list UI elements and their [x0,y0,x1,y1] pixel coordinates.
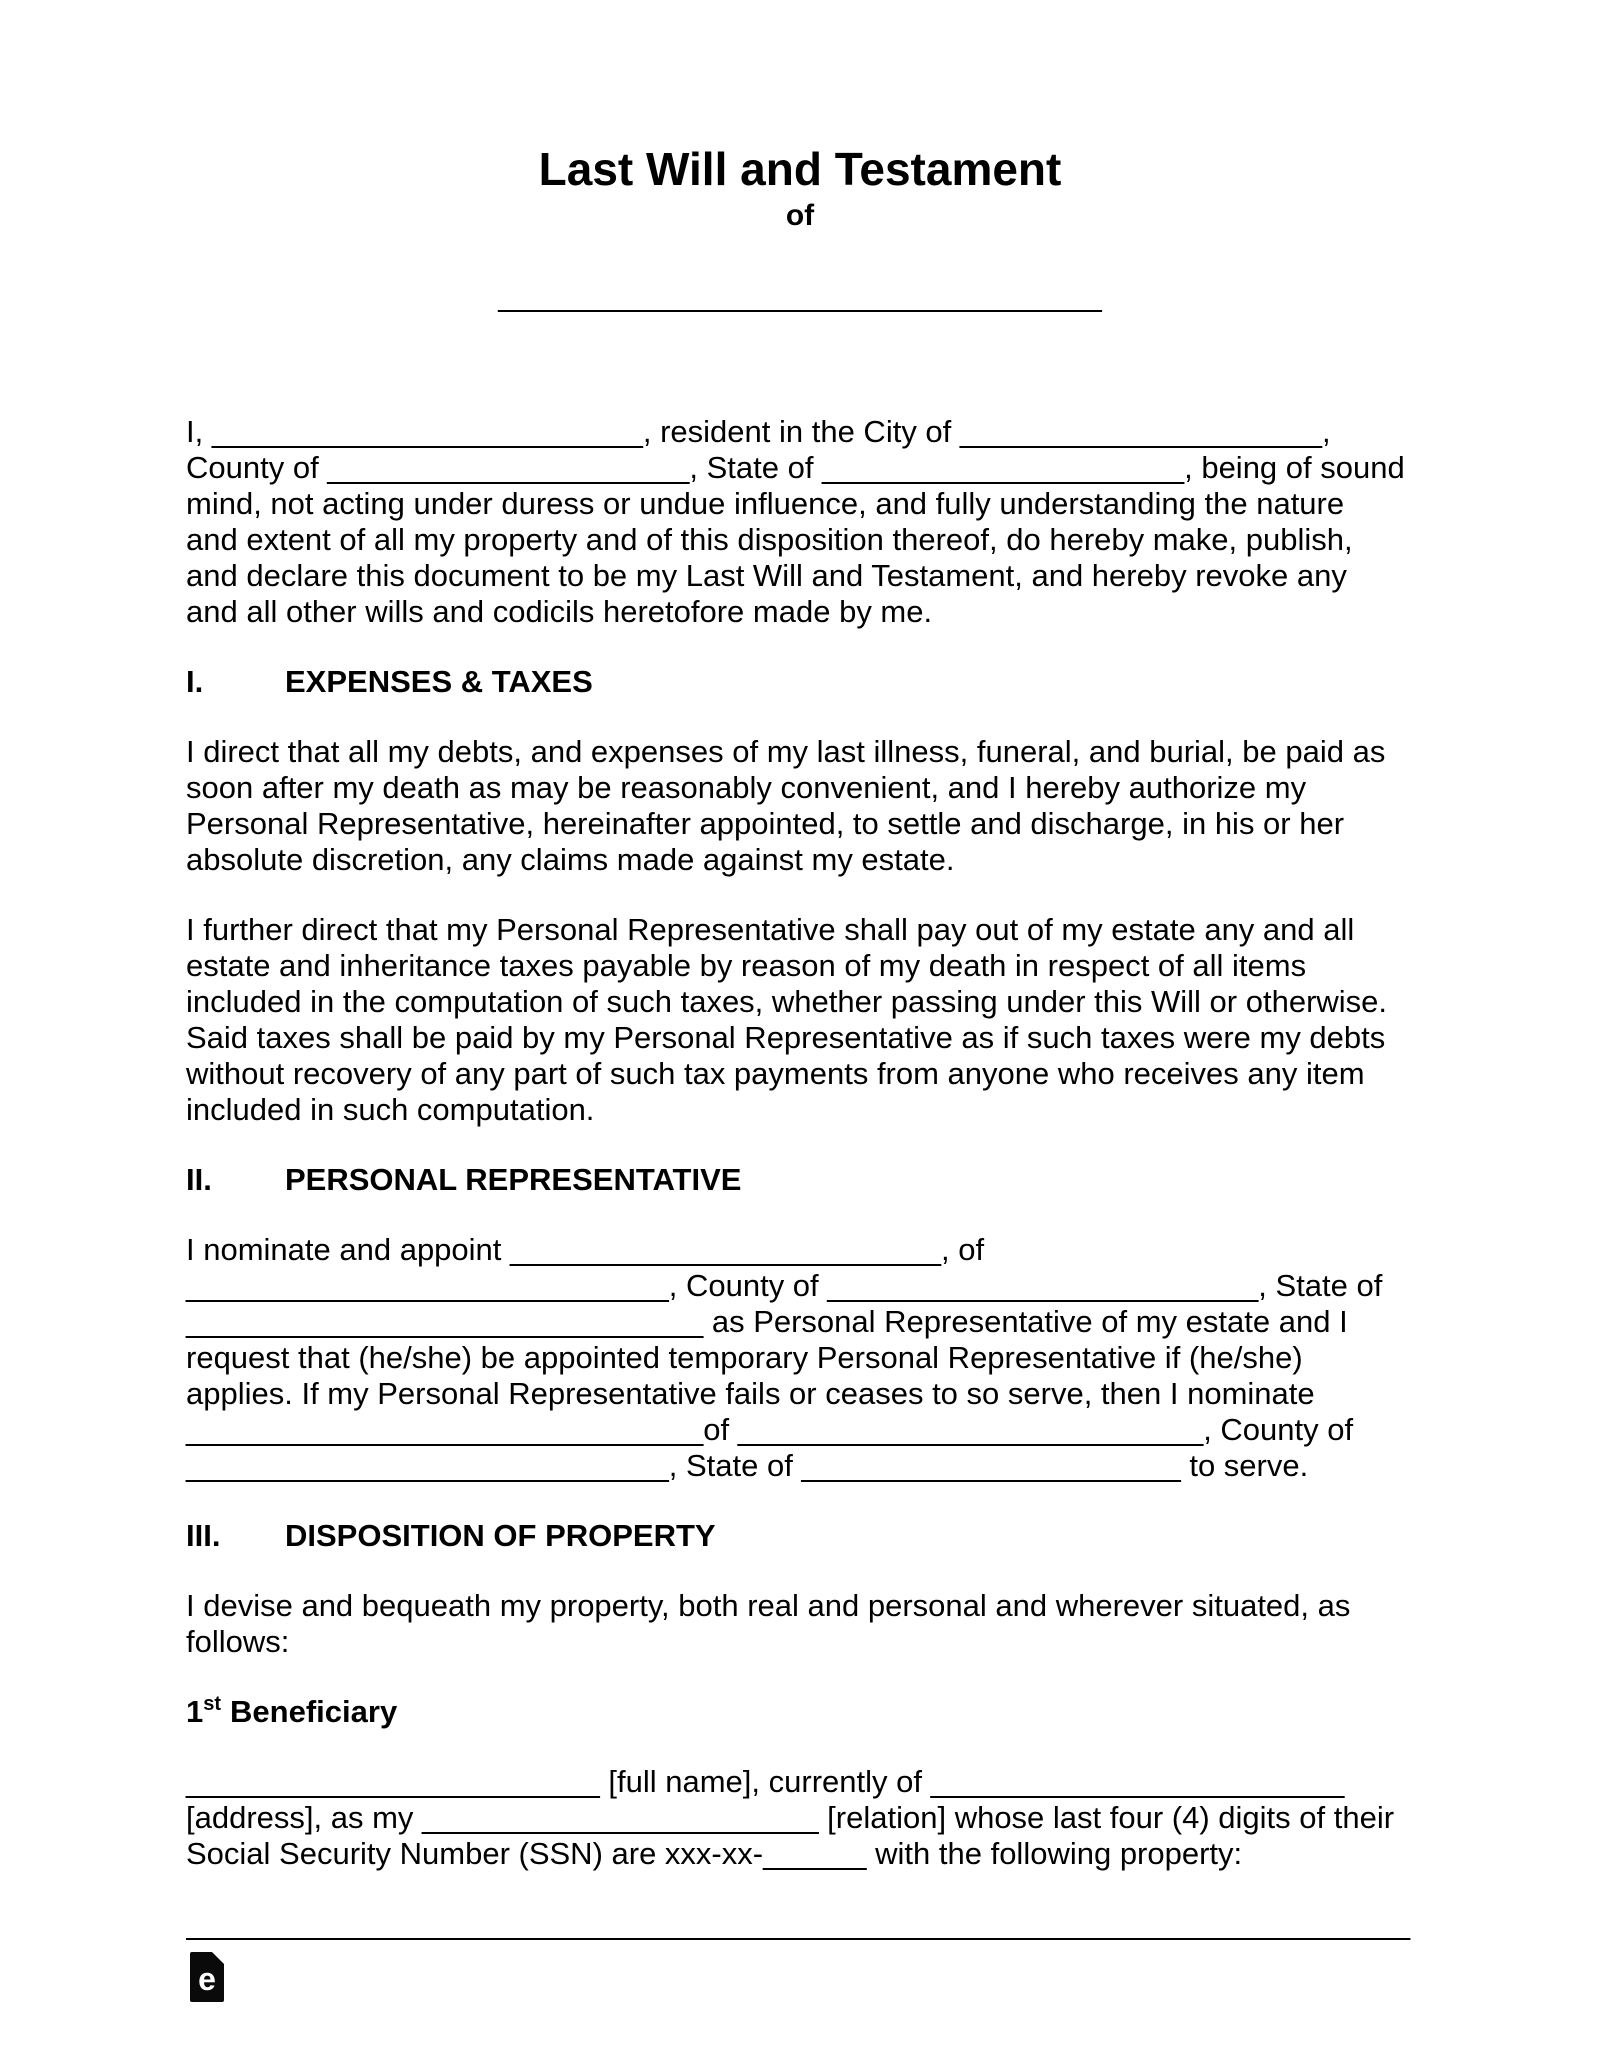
beneficiary-heading [186,1694,1414,1730]
paragraph-line: ____________________________, County of _________________________, State of [186,1268,1383,1303]
paragraph-line: Personal Representative, hereinafter appointed, to settle and discharge, in his or her [186,806,1345,841]
paragraph-line: soon after my death as may be reasonably convenient, and I hereby authorize my [186,770,1307,805]
paragraph-line: included in such computation. [186,1092,595,1127]
beneficiary-label: Beneficiary [230,1694,398,1729]
paragraph-line: follows: [186,1624,290,1659]
document-title: Last Will and Testament [538,143,1062,195]
disposition-paragraph [186,1588,1414,1660]
expenses-paragraph-1 [186,734,1414,878]
paragraph-line: Social Security Number (SSN) are xxx-xx-______ with the following property: [186,1836,1243,1871]
section-numeral: III. [186,1518,221,1553]
section-numeral: I. [186,664,204,699]
opening-paragraph-line: County of _____________________, State of _____________________, being of sound [186,450,1405,485]
paragraph-line: ________________________ [full name], currently of ________________________ [186,1764,1345,1799]
testator-name-blank: ___________________________________ [498,278,1102,313]
section-heading-disposition-of-property [186,1518,1414,1554]
section-heading-expenses-taxes [186,664,1414,700]
paragraph-line: absolute discretion, any claims made against my estate. [186,842,955,877]
paragraph-line: I devise and bequeath my property, both real and personal and wherever situated, as [186,1588,1351,1623]
beneficiary-ordinal-suffix: st [203,1692,222,1715]
paragraph-line: ______________________________of ___________________________, County of [186,1412,1354,1447]
paragraph-line: applies. If my Personal Representative fails or ceases to so serve, then I nominate [186,1376,1315,1411]
logo-letter-e: e [198,1961,216,1997]
opening-paragraph-line: and extent of all my property and of this disposition thereof, do hereby make, publish, [186,522,1353,557]
eforms-logo-icon [190,1952,224,2002]
paragraph-line: without recovery of any part of such tax payments from anyone who receives any item [186,1056,1365,1091]
footer-divider-line: _______________________________________________________________________ [186,1906,1411,1941]
paragraph-line: I further direct that my Personal Representative shall pay out of my estate any and all [186,912,1355,947]
paragraph-line: ______________________________ as Personal Representative of my estate and I [186,1304,1348,1339]
section-numeral: II. [186,1162,212,1197]
personal-representative-paragraph [186,1232,1414,1484]
section-title: DISPOSITION OF PROPERTY [285,1518,716,1553]
document-subtitle-of: of [785,199,815,232]
section-title: EXPENSES & TAXES [285,664,593,699]
expenses-paragraph-2 [186,912,1414,1128]
opening-paragraph-line: and declare this document to be my Last Will and Testament, and hereby revoke any [186,558,1347,593]
paragraph-line: request that (he/she) be appointed temporary Personal Representative if (he/she) [186,1340,1303,1375]
paragraph-line: estate and inheritance taxes payable by reason of my death in respect of all items [186,948,1307,983]
section-title: PERSONAL REPRESENTATIVE [285,1162,742,1197]
opening-paragraph-line: and all other wills and codicils heretofore made by me. [186,594,933,629]
beneficiary-paragraph [186,1764,1414,1872]
paragraph-line: ____________________________, State of ______________________ to serve. [186,1448,1309,1483]
opening-paragraph-line: I, _________________________, resident in the City of _____________________, [186,414,1331,449]
paragraph-line: I nominate and appoint _________________________, of [186,1232,985,1267]
opening-paragraph [186,414,1414,630]
paragraph-line: included in the computation of such taxes, whether passing under this Will or otherwise. [186,984,1388,1019]
paragraph-line: [address], as my _______________________ [relation] whose last four (4) digits of their [186,1800,1395,1835]
opening-paragraph-line: mind, not acting under duress or undue influence, and fully understanding the nature [186,486,1345,521]
section-heading-personal-representative [186,1162,1414,1198]
beneficiary-ordinal: 1 [186,1694,204,1729]
paragraph-line: Said taxes shall be paid by my Personal Representative as if such taxes were my debts [186,1020,1386,1055]
paragraph-line: I direct that all my debts, and expenses of my last illness, funeral, and burial, be paid as [186,734,1386,769]
